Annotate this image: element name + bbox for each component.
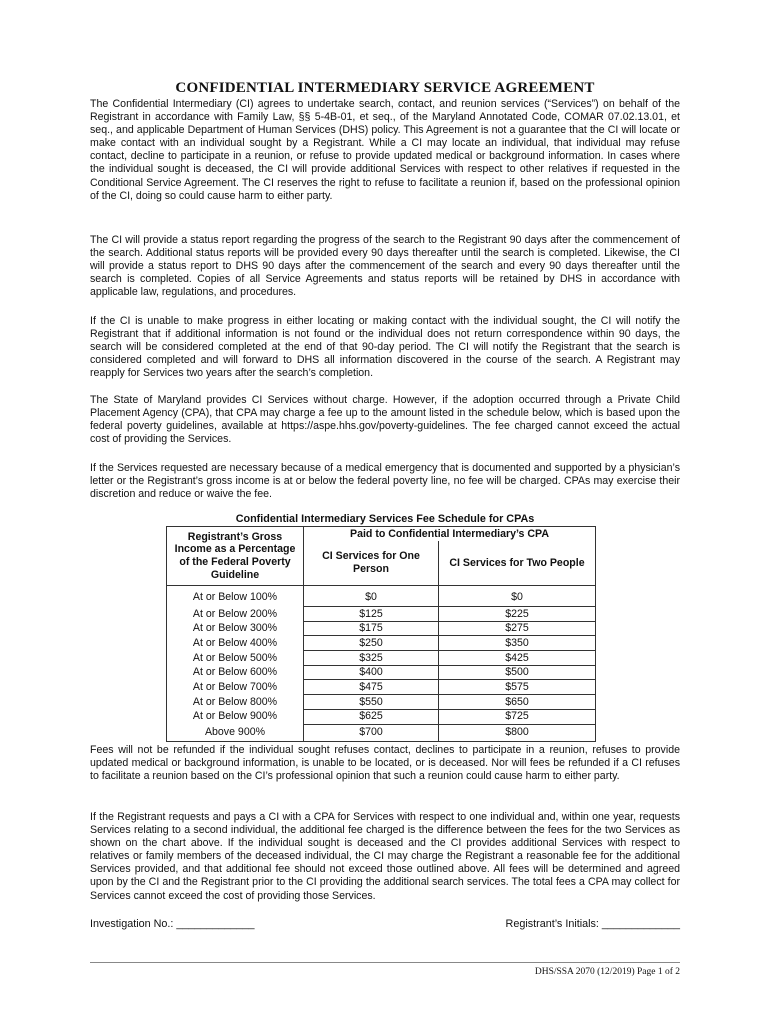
one-fee-cell: $550 — [304, 695, 439, 710]
two-fee-cell: $0 — [439, 586, 596, 607]
two-fee-cell: $225 — [439, 607, 596, 622]
paragraph-fee-waiver: If the Services requested are necessary because of a medical emergency that is documented and supported by a physician’s letter or the Registrant’s gross income is at or below the federal poverty line, no fee will be charged. CPAs may exercise their discretion and reduce or waive the fee. — [90, 462, 680, 501]
one-fee-cell: $475 — [304, 680, 439, 695]
two-fee-cell: $650 — [439, 695, 596, 710]
document-page — [90, 0, 680, 1024]
paid-header: Paid to Confidential Intermediary’s CPA — [304, 527, 596, 542]
paragraph-status-reports: The CI will provide a status report regarding the progress of the search to the Registrant 90 days after the commencement of the search. Additional status reports will be provided every 90 days thereafter until the search is completed. Likewise, the CI will provide a status report to DHS 90 days after the commencement of the search and every 90 days thereafter until the search is completed. Copies of all Service Agreements and status reports will be retained by DHS in accordance with applicable law, regulations, and procedures. — [90, 234, 680, 299]
income-cell: At or Below 100% — [167, 586, 304, 607]
fee-schedule-table — [166, 526, 596, 742]
income-cell: At or Below 800% — [167, 695, 304, 710]
paragraph-second-individual: If the Registrant requests and pays a CI with a CPA for Services with respect to one individual and, within one year, requests Services relating to a second individual, the additional fee charged is the difference between the fees for the two Services as shown on the chart above. If the individual sought is deceased and the CI provides additional Services with respect to relatives or family members of the deceased individual, the CI may charge the Registrant a reasonable fee for the additional Services provided, and that additional fee should not exceed those outlined above. All fees will be determined and agreed upon by the CI and the Registrant prior to the CI providing the additional search services. The total fees a CPA may collect for Services cannot exceed the cost of providing those Services. — [90, 811, 680, 902]
paragraph-refunds: Fees will not be refunded if the individual sought refuses contact, declines to participate in a reunion, refuses to provide updated medical or background information, is unable to be located, or is deceased. Nor will fees be refunded if a CI refuses to facilitate a reunion based on the CI’s professional opinion that such a reunion could cause harm to either party. — [90, 744, 680, 783]
two-fee-cell: $425 — [439, 651, 596, 666]
two-fee-cell: $800 — [439, 724, 596, 741]
two-fee-cell: $500 — [439, 665, 596, 680]
one-person-header: CI Services for One Person — [304, 541, 439, 586]
income-cell: Above 900% — [167, 724, 304, 741]
one-fee-cell: $625 — [304, 709, 439, 724]
two-fee-cell: $725 — [439, 709, 596, 724]
income-header: Registrant’s Gross Income as a Percentage of the Federal Poverty Guideline — [167, 527, 304, 586]
paragraph-no-progress: If the CI is unable to make progress in either locating or making contact with the individual sought, the CI will notify the Registrant that if additional information is not found or the individual does not return correspondence within 90 days, the search will be considered completed at the end of that 90-day period. The CI will notify the Registrant that the search is considered completed and will forward to DHS all information discovered in the course of the search. A Registrant may reapply for Services two years after the search’s completion. — [90, 315, 680, 380]
two-fee-cell: $275 — [439, 621, 596, 636]
one-fee-cell: $0 — [304, 586, 439, 607]
one-fee-cell: $700 — [304, 724, 439, 741]
investigation-number-field[interactable]: Investigation No.: _____________ — [90, 918, 255, 930]
document-title: CONFIDENTIAL INTERMEDIARY SERVICE AGREEMENT — [175, 80, 595, 96]
income-cell: At or Below 200% — [167, 607, 304, 622]
page-footer: DHS/SSA 2070 (12/2019) Page 1 of 2 — [534, 967, 680, 977]
one-fee-cell: $325 — [304, 651, 439, 666]
paragraph-services: The Confidential Intermediary (CI) agrees to undertake search, contact, and reunion services (“Services”) on behalf of the Registrant in accordance with Family Law, §§ 5-4B-01, et seq., of the Maryland Annotated Code, COMAR 07.02.13.01, et seq., and applicable Department of Human Services (DHS) policy. This Agreement is not a guarantee that the CI will locate or make contact with an individual sought by a Registrant. While a CI may locate an individual, that individual may refuse contact, decline to participate in a reunion, or refuse to provide updated medical or background information. In cases where the individual sought is deceased, the CI will provide additional Services with respect to other relatives if requested in the Conditional Service Agreement. The CI reserves the right to refuse to facilitate a reunion if, based on the professional opinion of the CI, doing so could cause harm to either party. — [90, 98, 680, 202]
income-cell: At or Below 600% — [167, 665, 304, 680]
income-cell: At or Below 500% — [167, 651, 304, 666]
income-cell: At or Below 700% — [167, 680, 304, 695]
two-fee-cell: $575 — [439, 680, 596, 695]
one-fee-cell: $175 — [304, 621, 439, 636]
footer-divider — [90, 962, 680, 963]
fee-table-title: Confidential Intermediary Services Fee Schedule for CPAs — [235, 513, 535, 525]
income-cell: At or Below 400% — [167, 636, 304, 651]
one-fee-cell: $400 — [304, 665, 439, 680]
income-cell: At or Below 900% — [167, 709, 304, 724]
two-fee-cell: $350 — [439, 636, 596, 651]
paragraph-fees: The State of Maryland provides CI Services without charge. However, if the adoption occurred through a Private Child Placement Agency (CPA), that CPA may charge a fee up to the amount listed in the schedule below, which is based upon the federal poverty guidelines, available at https://aspe.hhs.gov/poverty-guidelines. The fee charged cannot exceed the actual cost of providing the Services. — [90, 394, 680, 446]
two-people-header: CI Services for Two People — [439, 541, 596, 586]
one-fee-cell: $125 — [304, 607, 439, 622]
one-fee-cell: $250 — [304, 636, 439, 651]
registrant-initials-field[interactable]: Registrant’s Initials: _____________ — [505, 918, 680, 930]
income-cell: At or Below 300% — [167, 621, 304, 636]
